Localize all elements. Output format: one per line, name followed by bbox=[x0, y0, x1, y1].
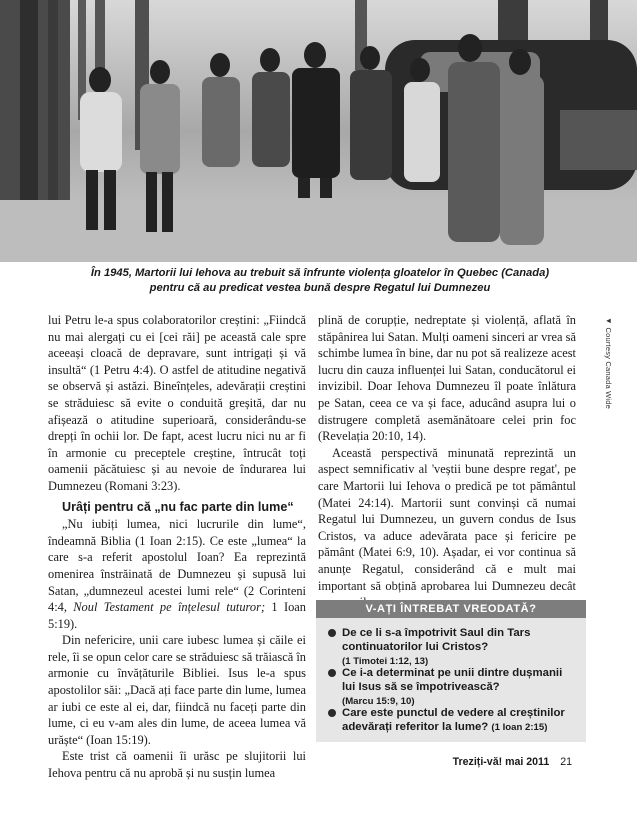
credit-arrow-icon: ◄ bbox=[604, 316, 613, 328]
historical-photo bbox=[0, 0, 637, 262]
sidebar-question bbox=[328, 666, 578, 709]
issue-date: mai 2011 bbox=[505, 756, 550, 768]
bible-translation-title: Noul Testament pe înțelesul tuturor; bbox=[73, 600, 266, 615]
question-reference: (1 Ioan 2:15) bbox=[491, 722, 548, 733]
publication-title: Treziți-vă! bbox=[452, 756, 503, 768]
question-reference: (1 Timotei 1:12, 13) bbox=[342, 656, 429, 667]
left-paragraph-2-b: 1 Ioan 5:19). bbox=[48, 600, 306, 631]
bullet-icon bbox=[328, 629, 336, 637]
credit-text: Courtesy Canada Wide bbox=[604, 327, 613, 410]
sidebar-box bbox=[316, 618, 586, 742]
caption-line-2: pentru că au predicat vestea bună despre Regatul lui Dumnezeu bbox=[149, 282, 491, 294]
page-number: 21 bbox=[560, 756, 572, 768]
bullet-icon bbox=[328, 669, 336, 677]
sidebar-question bbox=[328, 626, 578, 669]
photo-caption bbox=[40, 266, 600, 296]
caption-line-1: În 1945, Martorii lui Iehova au trebuit să înfrunte violența gloatelor în Quebec (Canada) bbox=[90, 267, 550, 279]
left-paragraph-3: Din nefericire, unii care iubesc lumea și căile ei rele, îi se opun celor care se străduiesc să trăiască în armonie cu învățăturile Bibliei. Isus le-a spus apostolilor săi: „Dacă ați face parte din lume, lumea ar iubi ce este al ei, dar, fiindcă nu faceți parte din lume, ci eu v-am ales din lume, de aceea lumea vă urăște“ (Ioan 15:19). bbox=[48, 633, 306, 747]
question-text: Ce i-a determinat pe unii dintre dușmanii lui Isus să se împotrivească? bbox=[342, 667, 563, 693]
sidebar-title: V-AȚI ÎNTREBAT VREODATĂ? bbox=[316, 600, 586, 618]
right-paragraph-1: plină de corupție, nedreptate și violență, aflată în stăpânirea lui Satan. Mulți oameni sinceri ar vrea să schimbe lumea în bine, dar nu pot să realizeze acest lucru din cauza influenței lui Satan, conducătorul ei invizibil. Doar Iehova Dumnezeu îl poate înlătura pe Satan, ceea ce va și face, aducând asupra lui o distrugere completă asemănătoare celei prin foc (Revelația 20:10, 14). bbox=[318, 313, 576, 444]
left-paragraph-2-a: „Nu iubiți lumea, nici lucrurile din lume“, îndeamnă Biblia (1 Ioan 2:15). Ce este „lumea“ la care s-a referit apostolul Ioan? Ea reprezintă omenirea înstrăinată de Dumnezeu și supusă lui Satan, „dumnezeul acestei lumi rele“ (2 Corinteni 4:4, bbox=[48, 517, 306, 615]
question-text: De ce li s-a împotrivit Saul din Tars continuatorilor lui Cristos? bbox=[342, 627, 531, 653]
photo-credit bbox=[604, 316, 613, 409]
question-text-body: Care este punctul de vedere al creștinilor adevărați referitor la lume? bbox=[342, 707, 565, 733]
left-paragraph-4: Este trist că oamenii îi urăsc pe slujitorii lui Iehova pentru că nu aprobă și nu susțin lumea bbox=[48, 749, 306, 781]
right-paragraph-2: Această perspectivă minunată reprezintă un aspect semnificativ al 'veștii bune despre regat', pe care Martorii lui Iehova o predică pe tot pământul (Matei 24:14). Martorii sunt convinși că numai Regatul lui Dumnezeu, un guvern condus de Isus Cristos, va aduce adevărata pace și fericire pe pământ (Matei 6:9, 10). Așadar, ei vor continua să anunțe Regatul, considerând că e mult mai important să obțină aprobarea lui Dumnezeu decât bbox=[318, 445, 576, 593]
left-column bbox=[48, 312, 306, 782]
section-subheading: Urâți pentru că „nu fac parte din lume“ bbox=[62, 499, 294, 514]
left-paragraph-2 bbox=[48, 516, 306, 632]
bullet-icon bbox=[328, 709, 336, 717]
left-paragraph-1: lui Petru le-a spus colaboratorilor creștini: „Fiindcă nu mai alergați cu ei [cei răi] pe această cale spre aceeași cloacă de depravare, sunt intrigați și vă insultă“ (1 Petru 4:4). O astfel de atitudine negativă se observă și astăzi. Bineînțeles, adevărații creștini se străduiesc să evite o conduită greșită, dar nu afișează o atitudine superioară, considerându-se drepți în ochii lor. De fapt, acest lucru nici nu ar fi în armonie cu preceptele creștine, întrucât toți oamenii păcătuiesc și au nevoie de îndurarea lui Dumnezeu (Romani 3:23). bbox=[48, 313, 306, 493]
page-footer bbox=[430, 756, 572, 768]
question-text bbox=[342, 706, 578, 735]
sidebar-question bbox=[328, 706, 578, 735]
question-reference: (Marcu 15:9, 10) bbox=[342, 696, 415, 707]
right-column bbox=[318, 312, 576, 611]
